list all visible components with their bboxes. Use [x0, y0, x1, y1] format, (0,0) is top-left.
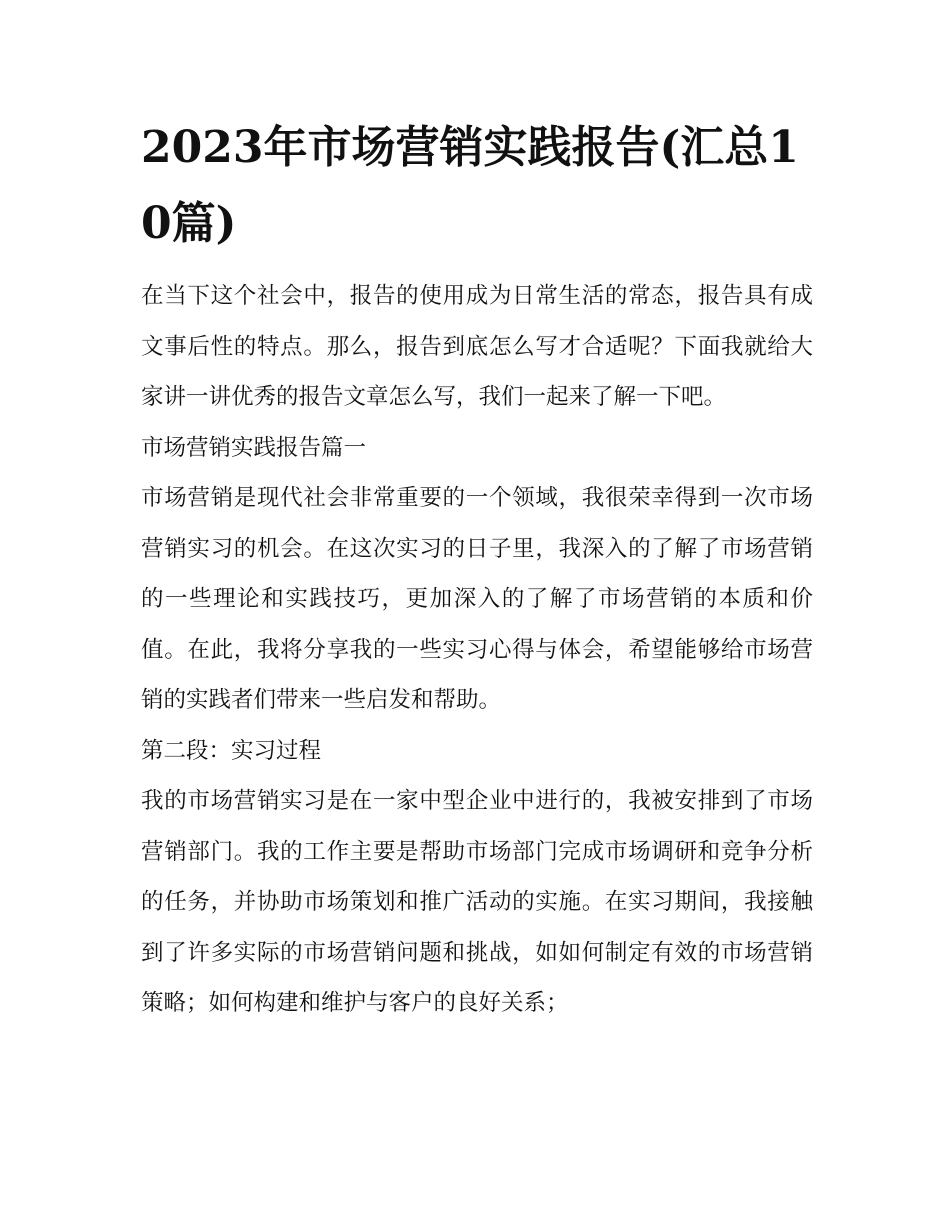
body-paragraph: 我的市场营销实习是在一家中型企业中进行的，我被安排到了市场营销部门。我的工作主要是帮助市场部门完成市场调研和竞争分析的任务，并协助市场策划和推广活动的实施。在实习期间，我接触到了许多实际的市场营销问题和挑战，如如何制定有效的市场营销策略；如何构建和维护与客户的良好关系； [141, 788, 813, 1016]
document-body [141, 110, 813, 1029]
subsection-heading: 第二段：实习过程 [141, 737, 322, 764]
document-title: 2023年市场营销实践报告(汇总10篇) [141, 122, 799, 249]
body-paragraph: 市场营销是现代社会非常重要的一个领域，我很荣幸得到一次市场营销实习的机会。在这次实习的日子里，我深入的了解了市场营销的一些理论和实践技巧，更加深入的了解了市场营销的本质和价值。在此，我将分享我的一些实习心得与体会，希望能够给市场营销的实践者们带来一些启发和帮助。 [141, 485, 813, 713]
intro-paragraph: 在当下这个社会中，报告的使用成为日常生活的常态，报告具有成文事后性的特点。那么，报告到底怎么写才合适呢？下面我就给大家讲一讲优秀的报告文章怎么写，我们一起来了解一下吧。 [141, 283, 813, 410]
section-heading: 市场营销实践报告篇一 [141, 434, 367, 461]
